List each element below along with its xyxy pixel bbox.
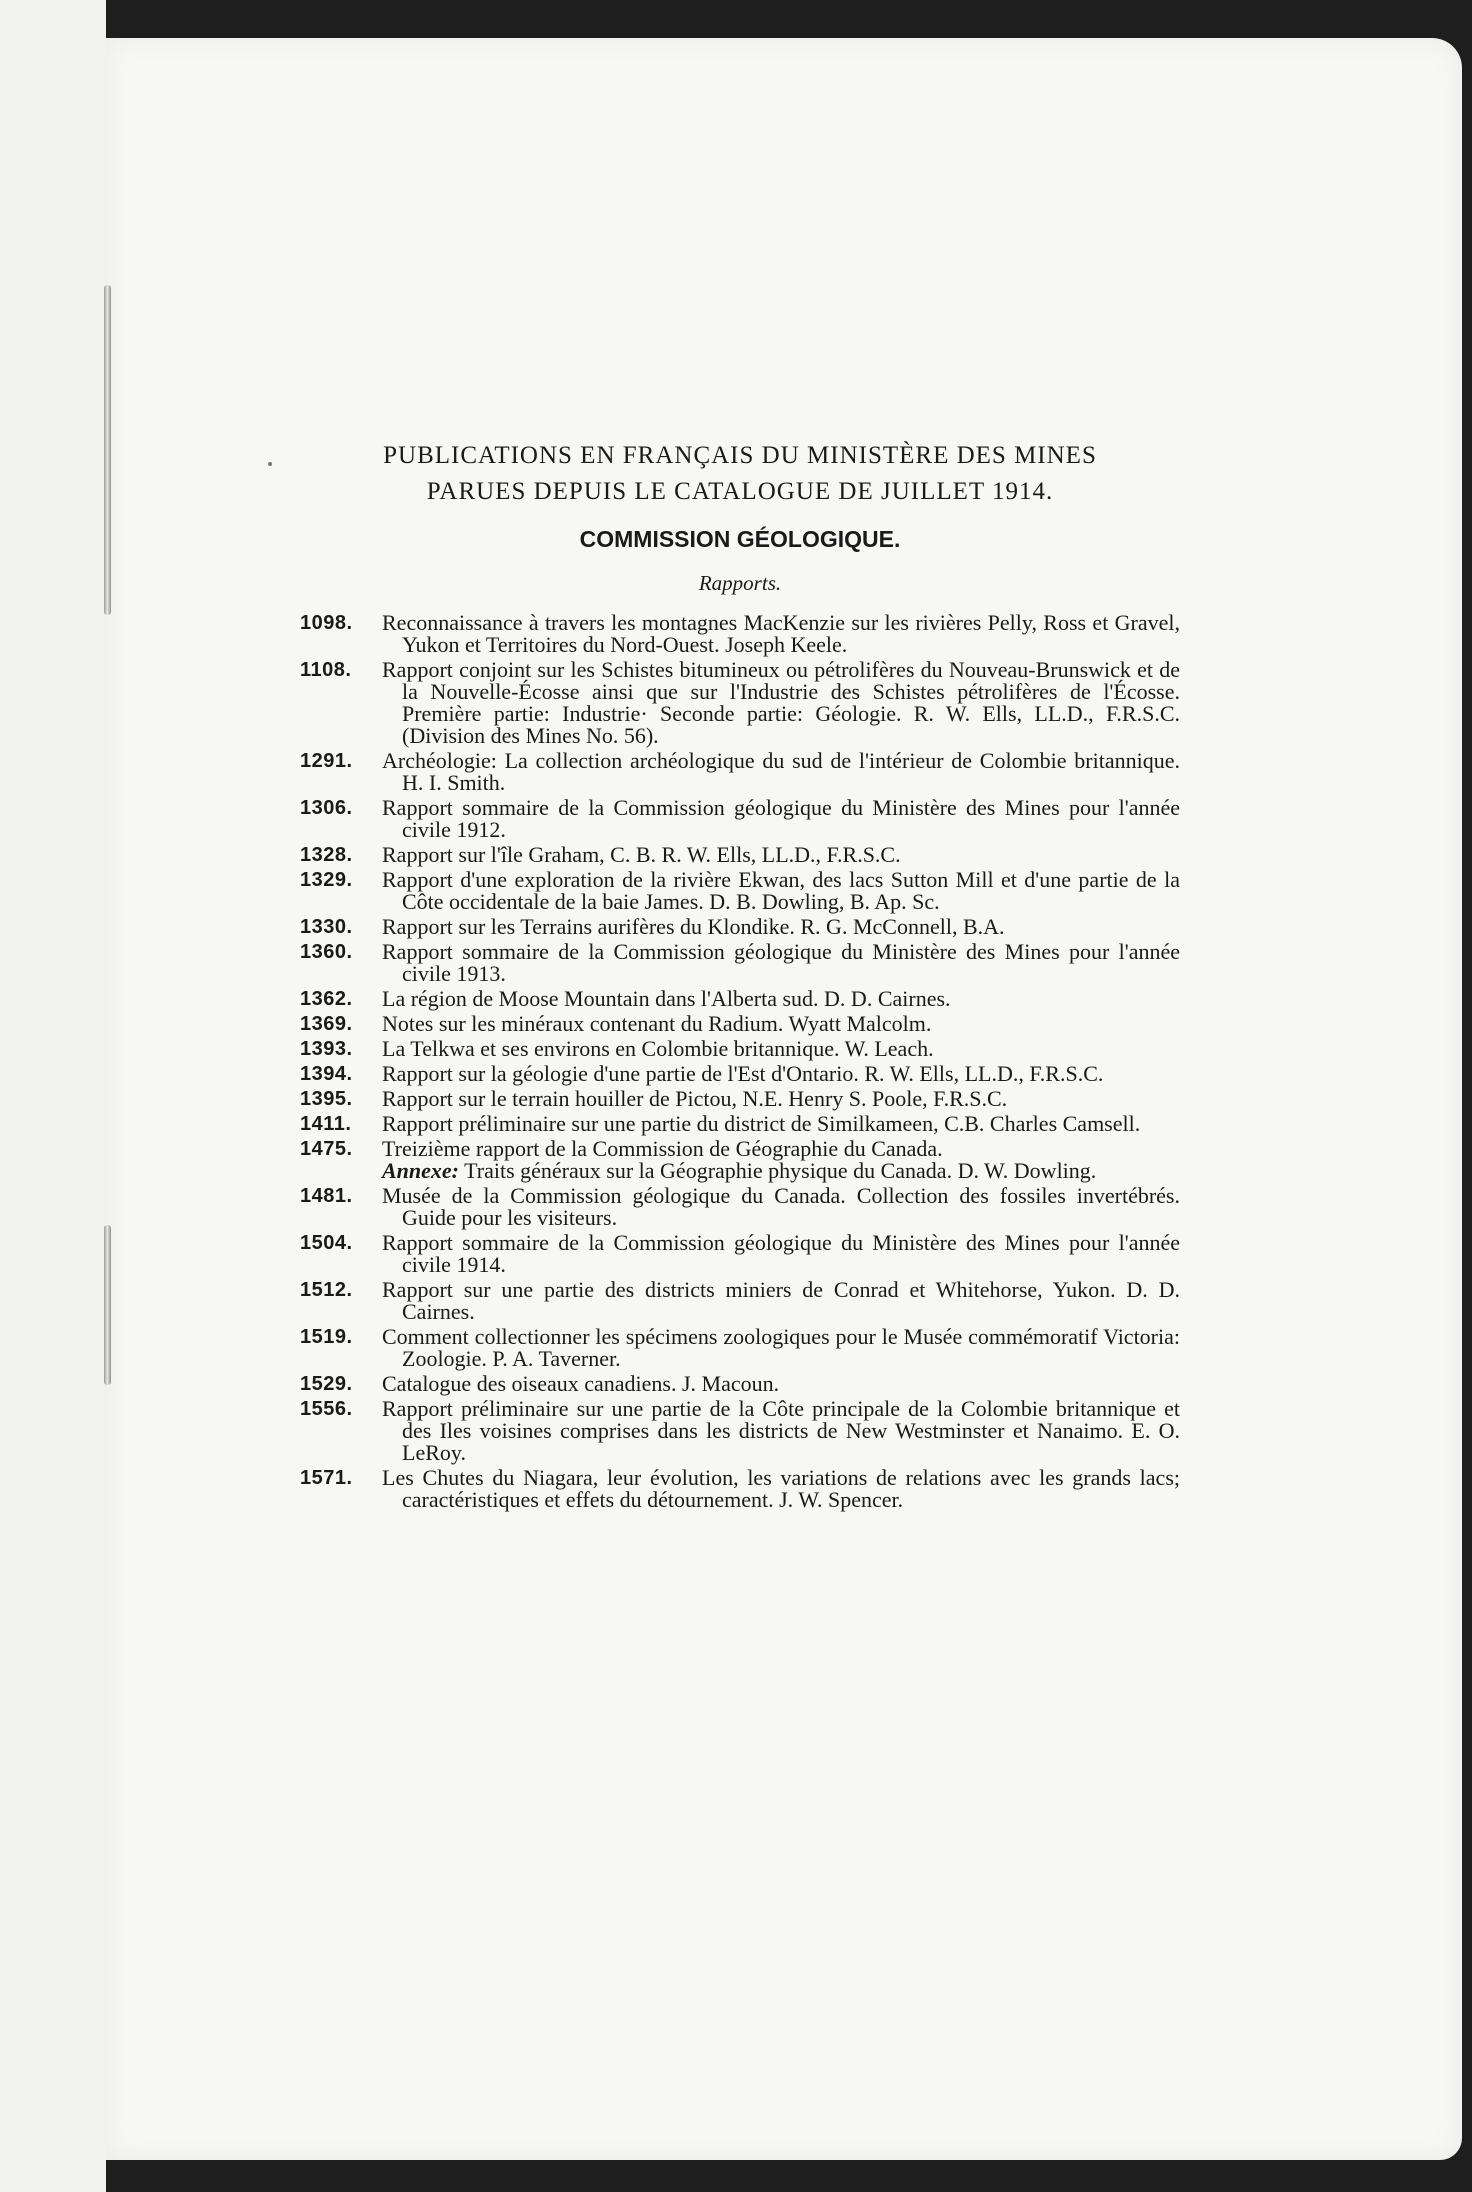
- publication-title-text: Rapport préliminaire sur une partie du district de Similkameen, C.B. Charles Camsell.: [382, 1111, 1141, 1136]
- publication-title-text: Rapport d'une exploration de la rivière Ekwan, des lacs Sutton Mill et d'une partie de la Côte occidentale de la baie James. D. B. Dowling, B. Ap. Sc.: [382, 867, 1180, 914]
- publication-entry: [300, 1467, 1180, 1511]
- publication-entry: [300, 1138, 1180, 1182]
- publication-title: [382, 612, 1180, 656]
- annex-line: [382, 1158, 1180, 1183]
- publication-entry: [300, 1185, 1180, 1229]
- publication-title: [382, 844, 1180, 866]
- publication-title: [382, 988, 1180, 1010]
- publication-title-text: Catalogue des oiseaux canadiens. J. Macoun.: [382, 1371, 780, 1396]
- publication-number: 1306.: [300, 797, 353, 819]
- publication-title-text: Rapport préliminaire sur une partie de la Côte principale de la Colombie britannique et des Iles voisines comprises dans les districts de New Westminster et Nanaimo. E. O. LeRoy.: [382, 1396, 1180, 1465]
- binding-mark: [104, 1225, 111, 1385]
- annex-label: Annexe:: [382, 1158, 459, 1183]
- publication-number: 1394.: [300, 1063, 353, 1085]
- publication-title-text: Rapport sommaire de la Commission géologique du Ministère des Mines pour l'année civile 1914.: [382, 1230, 1180, 1277]
- publication-title-text: Rapport conjoint sur les Schistes bitumineux ou pétrolifères du Nouveau-Brunswick et de la Nouvelle-Écosse ainsi que sur l'Industrie des Schistes pétrolifères de l'Écosse. Première partie: Industrie· Seconde partie: Géologie. R. W. Ells, LL.D., F.R.S.C. (Division des Mines No. 56).: [382, 657, 1180, 748]
- publication-number: 1512.: [300, 1279, 353, 1301]
- publication-entry: [300, 1088, 1180, 1110]
- publication-title: [382, 916, 1180, 938]
- publication-title-text: Rapport sur les Terrains aurifères du Klondike. R. G. McConnell, B.A.: [382, 914, 1005, 939]
- publication-title-text: Rapport sur une partie des districts miniers de Conrad et Whitehorse, Yukon. D. D. Cairnes.: [382, 1277, 1180, 1324]
- publication-title: [382, 941, 1180, 985]
- publication-entry: [300, 750, 1180, 794]
- publication-title-text: Rapport sommaire de la Commission géologique du Ministère des Mines pour l'année civile 1913.: [382, 939, 1180, 986]
- publication-entry: [300, 941, 1180, 985]
- page-heading-line-1: PUBLICATIONS EN FRANÇAIS DU MINISTÈRE DES MINES: [383, 442, 1097, 469]
- publication-entry: [300, 916, 1180, 938]
- publication-number: 1393.: [300, 1038, 353, 1060]
- publication-number: 1362.: [300, 988, 353, 1010]
- publication-title-text: Treizième rapport de la Commission de Géographie du Canada.: [382, 1136, 943, 1161]
- publication-entry: [300, 1038, 1180, 1060]
- publication-title-text: Comment collectionner les spécimens zoologiques pour le Musée commémoratif Victoria: Zoologie. P. A. Taverner.: [382, 1324, 1180, 1371]
- publication-entry: [300, 1398, 1180, 1464]
- publication-list: [300, 612, 1180, 1511]
- publication-title-text: Rapport sommaire de la Commission géologique du Ministère des Mines pour l'année civile 1912.: [382, 795, 1180, 842]
- publication-number: 1556.: [300, 1398, 353, 1420]
- publication-number: 1504.: [300, 1232, 353, 1254]
- publication-title: [382, 1013, 1180, 1035]
- publication-title: [382, 1185, 1180, 1229]
- publication-number: 1330.: [300, 916, 353, 938]
- publication-number: 1519.: [300, 1326, 353, 1348]
- publication-title: [382, 1232, 1180, 1276]
- publication-title: [382, 1467, 1180, 1511]
- publication-title-text: Rapport sur le terrain houiller de Pictou, N.E. Henry S. Poole, F.R.S.C.: [382, 1086, 1008, 1111]
- publication-title: [382, 1063, 1180, 1085]
- publication-title: [382, 797, 1180, 841]
- publication-number: 1369.: [300, 1013, 353, 1035]
- binding-mark: [104, 285, 111, 615]
- page-heading-line-2: PARUES DEPUIS LE CATALOGUE DE JUILLET 1914.: [426, 478, 1054, 505]
- publication-entry: [300, 612, 1180, 656]
- annex-text: Traits généraux sur la Géographie physique du Canada. D. W. Dowling.: [464, 1158, 1097, 1183]
- publication-title: [382, 1138, 1180, 1182]
- publication-number: 1291.: [300, 750, 353, 772]
- publication-title: [382, 1113, 1180, 1135]
- publication-entry: [300, 988, 1180, 1010]
- publication-entry: [300, 1013, 1180, 1035]
- publication-title: [382, 1088, 1180, 1110]
- publication-title: [382, 1038, 1180, 1060]
- publication-title-text: Les Chutes du Niagara, leur évolution, les variations de relations avec les grands lacs; caractéristiques et effets du détournement. J. W. Spencer.: [382, 1465, 1180, 1512]
- publication-number: 1328.: [300, 844, 353, 866]
- publication-entry: [300, 1373, 1180, 1395]
- publication-title: [382, 1279, 1180, 1323]
- publication-number: 1475.: [300, 1138, 353, 1160]
- publication-title: [382, 1373, 1180, 1395]
- publication-title: [382, 869, 1180, 913]
- publication-title: [382, 1326, 1180, 1370]
- publication-number: 1529.: [300, 1373, 353, 1395]
- page-content: [300, 438, 1180, 1514]
- section-title: COMMISSION GÉOLOGIQUE.: [579, 526, 901, 552]
- facing-page-edge: [0, 0, 106, 2192]
- publication-title-text: Rapport sur la géologie d'une partie de l'Est d'Ontario. R. W. Ells, LL.D., F.R.S.C.: [382, 1061, 1104, 1086]
- publication-title-text: La Telkwa et ses environs en Colombie britannique. W. Leach.: [382, 1036, 934, 1061]
- publication-number: 1395.: [300, 1088, 353, 1110]
- publication-number: 1329.: [300, 869, 353, 891]
- publication-entry: [300, 1113, 1180, 1135]
- publication-number: 1481.: [300, 1185, 353, 1207]
- publication-title: [382, 750, 1180, 794]
- publication-title-text: Notes sur les minéraux contenant du Radium. Wyatt Malcolm.: [382, 1011, 932, 1036]
- publication-title-text: Archéologie: La collection archéologique du sud de l'intérieur de Colombie britannique. H. I. Smith.: [382, 748, 1180, 795]
- publication-number: 1360.: [300, 941, 353, 963]
- publication-title-text: La région de Moose Mountain dans l'Alberta sud. D. D. Cairnes.: [382, 986, 951, 1011]
- publication-title: [382, 1398, 1180, 1464]
- publication-title-text: Rapport sur l'île Graham, C. B. R. W. Ells, LL.D., F.R.S.C.: [382, 842, 901, 867]
- publication-number: 1108.: [300, 659, 352, 681]
- ink-speck: [268, 462, 272, 466]
- publication-number: 1411.: [300, 1113, 352, 1135]
- publication-entry: [300, 1326, 1180, 1370]
- publication-entry: [300, 797, 1180, 841]
- section-subtitle: Rapports.: [698, 571, 782, 595]
- publication-title-text: Musée de la Commission géologique du Canada. Collection des fossiles invertébrés. Guide pour les visiteurs.: [382, 1183, 1180, 1230]
- publication-entry: [300, 1232, 1180, 1276]
- publication-number: 1098.: [300, 612, 353, 634]
- publication-entry: [300, 1279, 1180, 1323]
- publication-entry: [300, 659, 1180, 747]
- publication-entry: [300, 1063, 1180, 1085]
- publication-entry: [300, 869, 1180, 913]
- publication-number: 1571.: [300, 1467, 353, 1489]
- publication-title-text: Reconnaissance à travers les montagnes MacKenzie sur les rivières Pelly, Ross et Gravel, Yukon et Territoires du Nord-Ouest. Joseph Keele.: [382, 610, 1180, 657]
- publication-title: [382, 659, 1180, 747]
- publication-entry: [300, 844, 1180, 866]
